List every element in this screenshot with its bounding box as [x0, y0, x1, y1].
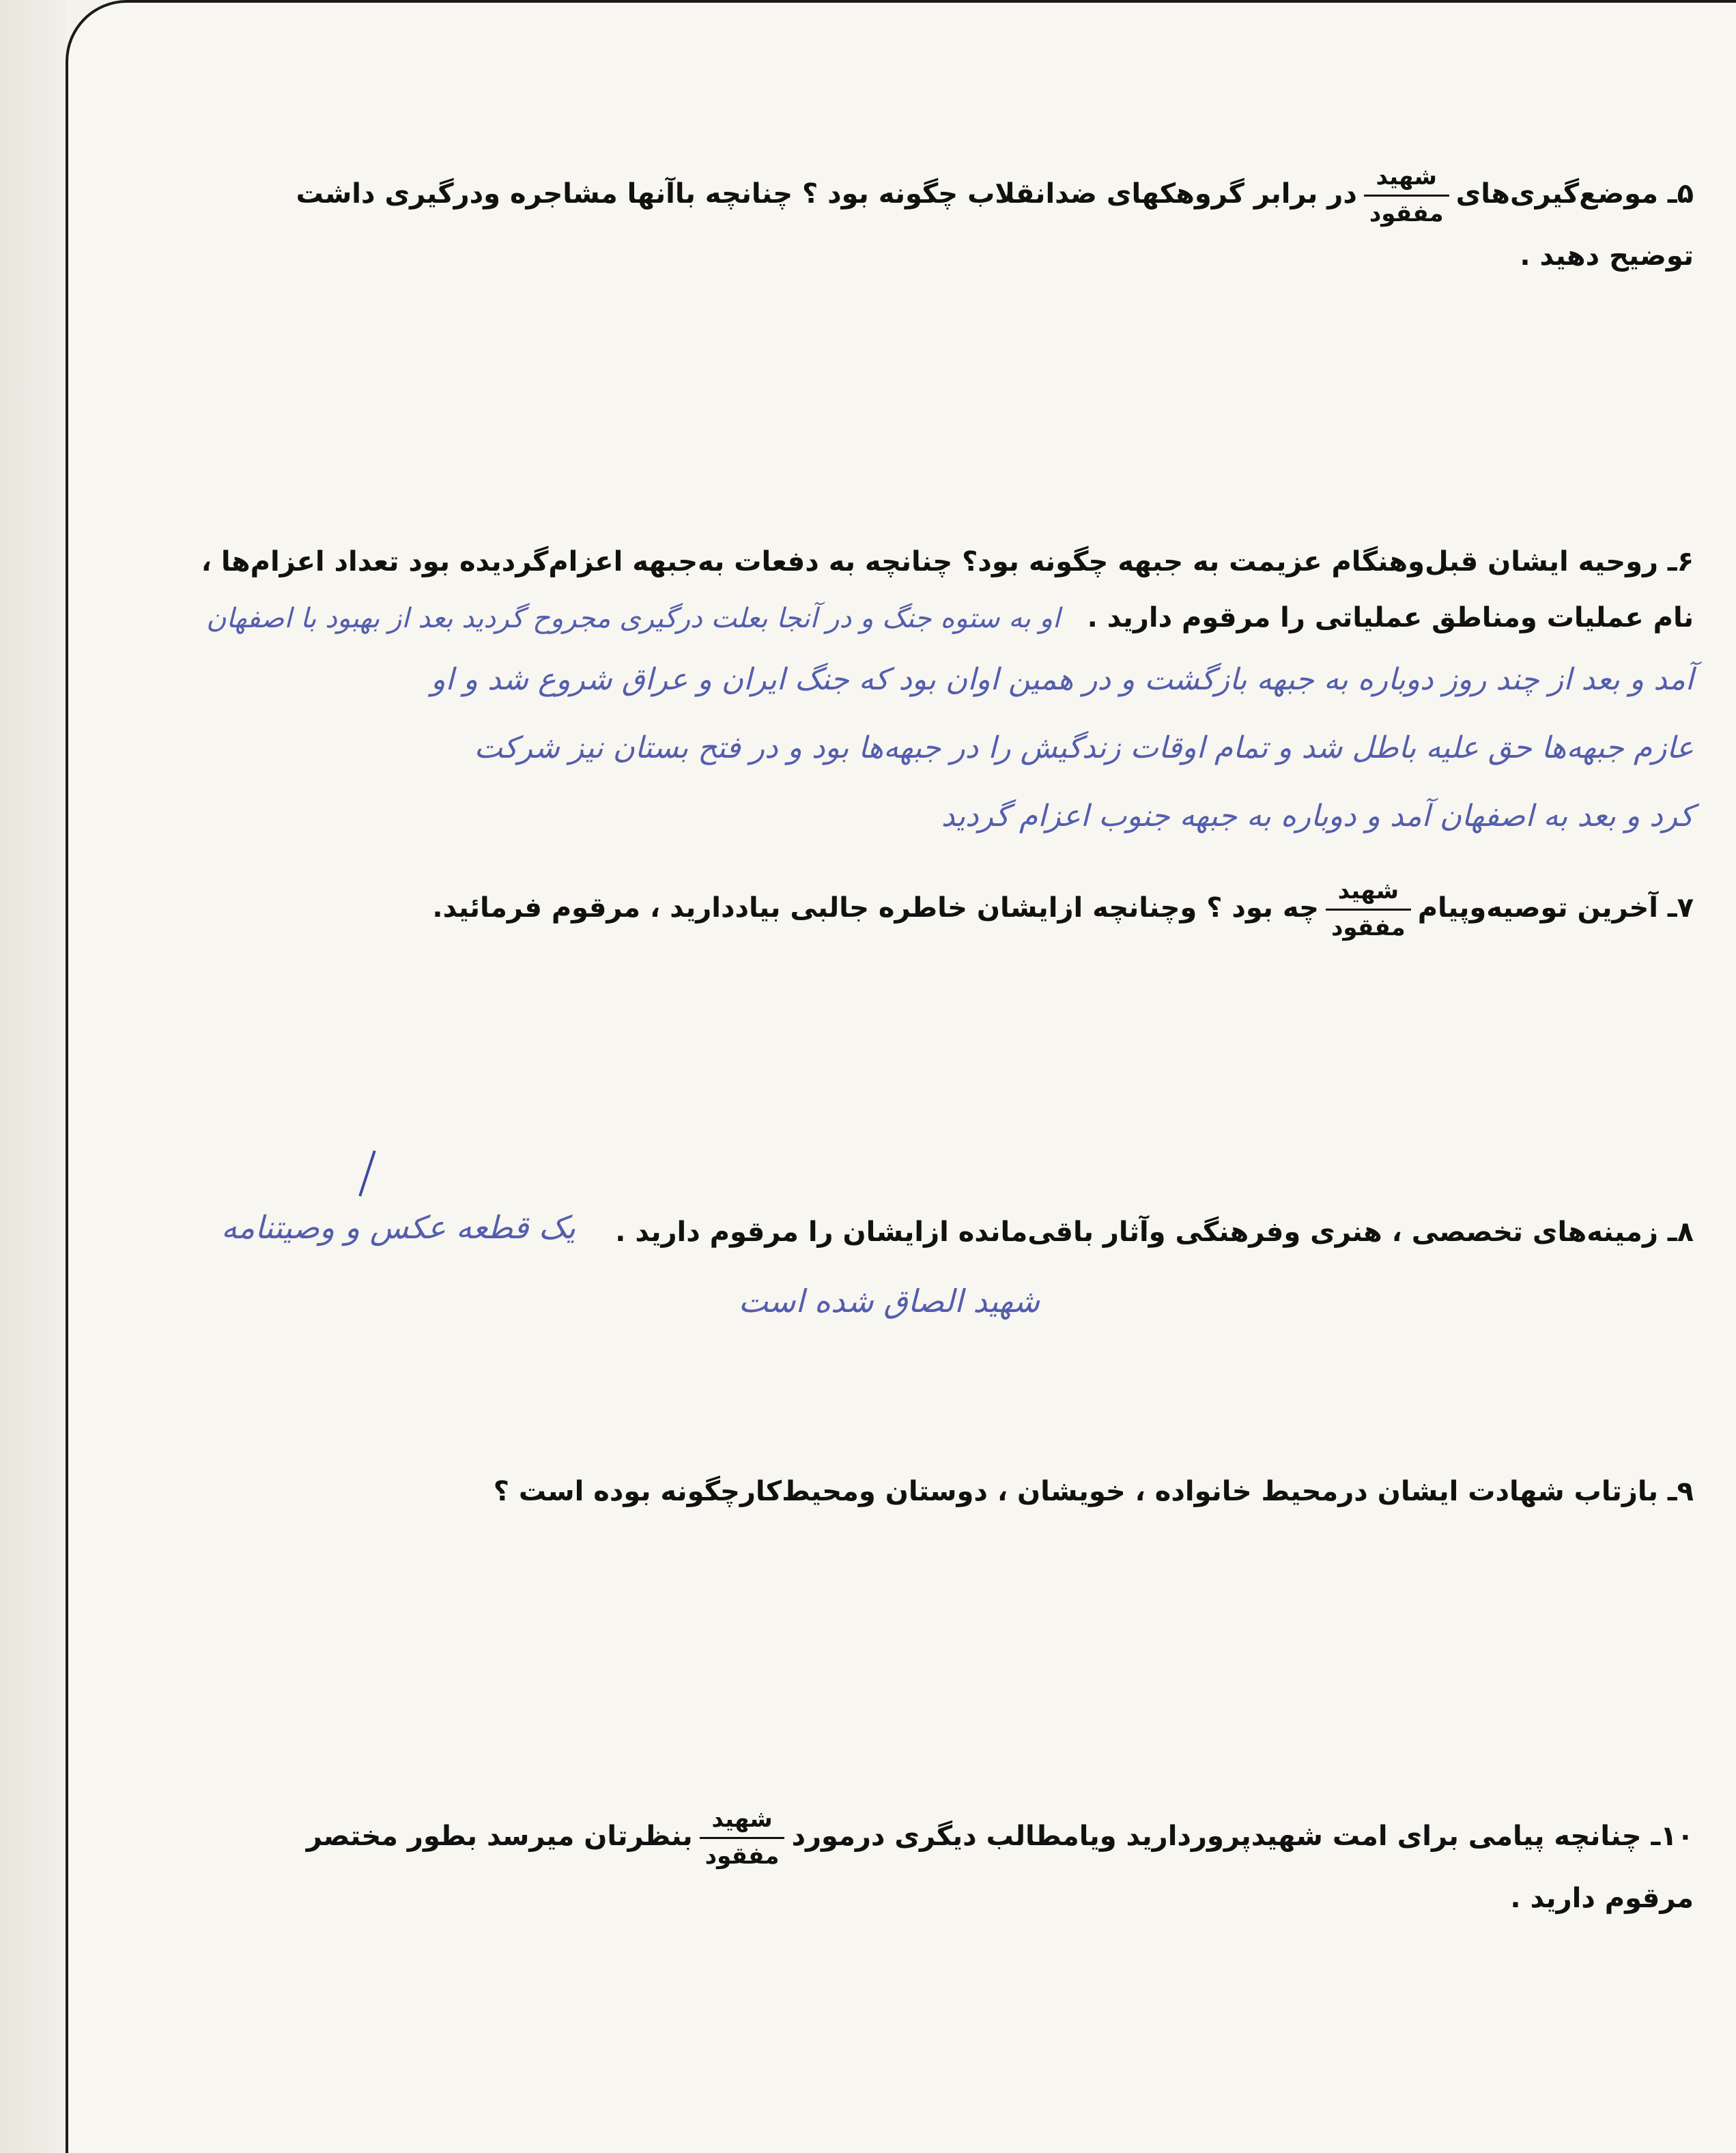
q5-prefix: ۵ـ موضع‌گیری‌های [1455, 178, 1694, 210]
q10-line1-rest: بنظرتان میرسد بطور مختصر [306, 1821, 693, 1852]
q7-fraction-bottom: مفقود [1331, 913, 1406, 941]
q5-fraction-bottom: مفقود [1369, 199, 1444, 227]
question-9 [124, 1464, 1694, 1520]
q10-fraction-top: شهید [700, 1805, 785, 1839]
q6-line2: نام عملیات ومناطق عملیاتی را مرقوم دارید . [1087, 602, 1694, 633]
q10-prefix: ۱۰ـ چنانچه پیامی برای امت شهیدپروردارید ویامطالب دیگری درمورد [791, 1821, 1694, 1852]
q9-text: ۹ـ بازتاب شهادت ایشان درمحیط خانواده ، خویشان ، دوستان ومحیط‌کارچگونه بوده است ؟ [493, 1476, 1694, 1507]
q5-line1-rest: در برابر گروهکهای ضدانقلاب چگونه بود ؟ چنانچه باآنها مشاجره ودرگیری داشت [296, 178, 1357, 210]
question-5 [124, 162, 1694, 284]
q6-line1: ۶ـ روحیه ایشان قبل‌وهنگام عزیمت به جبهه چگونه بود؟ چنانچه به دفعات به‌جبهه اعزام‌گردیده بود تعداد اعزام‌ها ، [201, 546, 1694, 578]
pen-stroke [358, 1150, 375, 1197]
q7-rest: چه بود ؟ وچنانچه ازایشان خاطره جالبی بیاددارید ، مرقوم فرمائید. [432, 892, 1319, 924]
q5-line2: توضیح دهید . [1520, 240, 1694, 272]
q5-fraction [1364, 162, 1449, 228]
q10-fraction-bottom: مفقود [705, 1842, 780, 1870]
q6-answer-line3: عازم جبهه‌ها حق علیه باطل شد و تمام اوقات زندگیش را در جبهه‌ها بود و در فتح بستان نیز شرکت [474, 730, 1694, 765]
q8-text: ۸ـ زمینه‌های تخصصی ، هنری وفرهنگی وآثار باقی‌مانده ازایشان را مرقوم دارید . [615, 1216, 1694, 1248]
page-edge [0, 0, 66, 2153]
q5-fraction-top: شهید [1364, 162, 1449, 197]
q8-answer-line1: یک قطعه عکس و وصیتنامه [221, 1209, 575, 1246]
question-7 [124, 876, 1694, 942]
q6-answer-line1: او به ستوه جنگ و در آنجا بعلت درگیری مجروح گردید بعد از بهبود با اصفهان [206, 603, 1060, 634]
q7-fraction-top: شهید [1326, 876, 1411, 911]
q6-answer-line2: آمد و بعد از چند روز دوباره به جبهه بازگشت و در همین اوان بود که جنگ ایران و عراق شروع شد و او [431, 662, 1694, 697]
questionnaire-page [66, 0, 1736, 2153]
q10-line2: مرقوم دارید . [1510, 1883, 1694, 1914]
question-10 [124, 1805, 1694, 1926]
q6-answer-line4: کرد و بعد به اصفهان آمد و دوباره به جبهه جنوب اعزام گردید [941, 799, 1694, 833]
q10-fraction [700, 1805, 785, 1870]
question-8 [588, 1204, 1694, 1260]
q8-answer-line2: شهید الصاق شده است [738, 1283, 1040, 1320]
q7-fraction [1326, 876, 1411, 942]
q7-prefix: ۷ـ آخرین توصیه‌وپیام [1417, 892, 1694, 924]
